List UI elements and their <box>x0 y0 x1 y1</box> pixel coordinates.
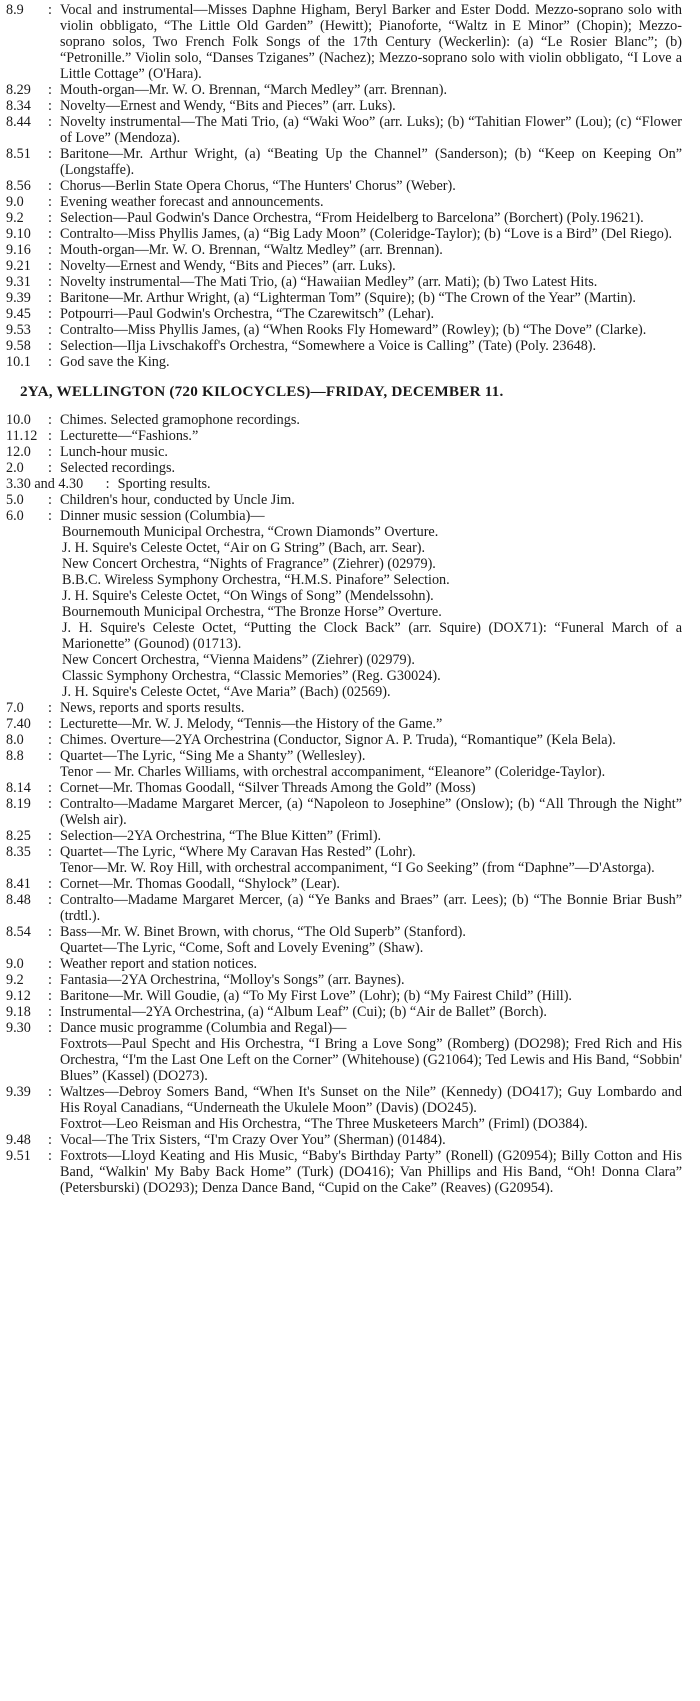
entry-time: 7.0 <box>6 700 24 716</box>
programme-entry <box>6 178 682 194</box>
entry-time: 9.10 <box>6 226 31 242</box>
entry-time: 9.45 <box>6 306 31 322</box>
entry-time: 10.1 <box>6 354 31 370</box>
entry-time: 10.0 <box>6 412 31 428</box>
entry-time: 11.12 <box>6 428 38 444</box>
time-separator: : <box>48 1132 52 1148</box>
time-separator: : <box>48 716 52 732</box>
entry-text: Sporting results. <box>117 476 211 492</box>
entry-continuation: Tenor — Mr. Charles Williams, with orchestral accompaniment, “Eleanore” (Coleridge-Taylor). <box>60 764 606 780</box>
entry-time: 8.56 <box>6 178 31 194</box>
entry-text: Dinner music session (Columbia)— <box>60 508 265 524</box>
entry-time: 9.39 <box>6 1084 31 1100</box>
entry-time: 2.0 <box>6 460 24 476</box>
entry-text: Evening weather forecast and announcements. <box>60 194 324 210</box>
entry-text: Quartet—The Lyric, “Sing Me a Shanty” (Wellesley). <box>60 748 366 764</box>
entry-time: 9.0 <box>6 194 24 210</box>
programme-entry <box>6 828 682 844</box>
entry-time: 9.31 <box>6 274 31 290</box>
programme-entry <box>6 306 682 322</box>
entry-time: 8.0 <box>6 732 24 748</box>
dinner-item: New Concert Orchestra, “Vienna Maidens” (Ziehrer) (02979). <box>62 652 415 668</box>
entry-text: Selection—2YA Orchestrina, “The Blue Kitten” (Friml). <box>60 828 382 844</box>
programme-list-evening <box>6 2 682 370</box>
programme-entry <box>6 1084 682 1132</box>
entry-text: Selection—Ilja Livschakoff's Orchestra, “Somewhere a Voice is Calling” (Tate) (Poly. 23648). <box>60 338 597 354</box>
entry-text: Children's hour, conducted by Uncle Jim. <box>60 492 295 508</box>
time-separator: : <box>48 258 52 274</box>
time-separator: : <box>48 780 52 796</box>
time-separator: : <box>48 444 52 460</box>
entry-time: 9.39 <box>6 290 31 306</box>
entry-text: Lecturette—Mr. W. J. Melody, “Tennis—the History of the Game.” <box>60 716 443 732</box>
entry-time: 8.41 <box>6 876 31 892</box>
programme-entry <box>6 210 682 226</box>
entry-text: Novelty instrumental—The Mati Trio, (a) “Waki Woo” (arr. Luks); (b) “Tahitian Flower” (Lou); (c) “Flower of Love” (Mendoza). <box>60 114 682 146</box>
programme-entry <box>6 258 682 274</box>
entry-text: Chimes. Overture—2YA Orchestrina (Conductor, Signor A. P. Truda), “Romantique” (Kela Bela). <box>60 732 616 748</box>
time-separator: : <box>48 178 52 194</box>
entry-text: Chorus—Berlin State Opera Chorus, “The Hunters' Chorus” (Weber). <box>60 178 456 194</box>
entry-continuation: Foxtrots—Paul Specht and His Orchestra, “I Bring a Love Song” (Romberg) (DO298); Fred Rich and His Orchestra, “I'm the Last One Left on the Corner” (Whitehouse) (G21064); Ted Lewis and His Band, “Sobbin' Blues” (Kassel) (DO273). <box>60 1036 682 1084</box>
entry-text: Novelty—Ernest and Wendy, “Bits and Pieces” (arr. Luks). <box>60 98 396 114</box>
programme-entry <box>6 892 682 924</box>
programme-entry <box>6 428 682 444</box>
programme-entry <box>6 338 682 354</box>
time-separator: : <box>48 892 52 908</box>
entry-time: 9.0 <box>6 956 24 972</box>
dinner-item: J. H. Squire's Celeste Octet, “On Wings of Song” (Mendelssohn). <box>62 588 434 604</box>
programme-entry <box>6 796 682 828</box>
programme-entry <box>6 972 682 988</box>
programme-entry <box>6 876 682 892</box>
time-separator: : <box>48 1020 52 1036</box>
entry-text: Baritone—Mr. Arthur Wright, (a) “Lighterman Tom” (Squire); (b) “The Crown of the Year” (Martin). <box>60 290 636 306</box>
time-separator: : <box>48 98 52 114</box>
dinner-music-list <box>6 524 682 700</box>
programme-entry <box>6 274 682 290</box>
dinner-item: Classic Symphony Orchestra, “Classic Memories” (Reg. G30024). <box>62 668 441 684</box>
entry-time: 8.9 <box>6 2 24 18</box>
time-separator: : <box>48 876 52 892</box>
entry-text: Contralto—Madame Margaret Mercer, (a) “Ye Banks and Braes” (arr. Lees); (b) “The Bonnie Briar Bush” (trdtl.). <box>60 892 682 924</box>
entry-text: Foxtrots—Lloyd Keating and His Music, “Baby's Birthday Party” (Ronell) (G20954); Billy Cotton and His Band, “Walkin' My Baby Back Home” (Turk) (DO416); Van Phillips and His Band, “Oh! Donna Clara” (Petersburski) (DO293); Denza Dance Band, “Cupid on the Cake” (Reaves) (G20954). <box>60 1148 682 1196</box>
entry-time: 12.0 <box>6 444 31 460</box>
dinner-item: J. H. Squire's Celeste Octet, “Putting the Clock Back” (arr. Squire) (DOX71): “Funeral March of a Marionette” (Gounod) (01713). <box>62 620 682 652</box>
time-separator: : <box>48 306 52 322</box>
programme-list-day <box>6 412 682 524</box>
time-separator: : <box>48 226 52 242</box>
programme-list-night <box>6 700 682 1196</box>
entry-time: 8.19 <box>6 796 31 812</box>
programme-entry <box>6 476 682 492</box>
entry-text: Chimes. Selected gramophone recordings. <box>60 412 300 428</box>
programme-entry <box>6 508 682 524</box>
programme-entry <box>6 82 682 98</box>
time-separator: : <box>48 322 52 338</box>
entry-time: 9.53 <box>6 322 31 338</box>
programme-entry <box>6 924 682 956</box>
time-separator: : <box>48 700 52 716</box>
time-separator: : <box>48 1148 52 1164</box>
dinner-item: J. H. Squire's Celeste Octet, “Ave Maria” (Bach) (02569). <box>62 684 391 700</box>
programme-entry <box>6 146 682 178</box>
time-separator: : <box>48 242 52 258</box>
programme-entry <box>6 1148 682 1196</box>
entry-time: 9.12 <box>6 988 31 1004</box>
programme-entry <box>6 412 682 428</box>
entry-text: Novelty—Ernest and Wendy, “Bits and Pieces” (arr. Luks). <box>60 258 396 274</box>
time-separator: : <box>48 2 52 18</box>
entry-text: Cornet—Mr. Thomas Goodall, “Shylock” (Lear). <box>60 876 340 892</box>
entry-text: Dance music programme (Columbia and Regal)— <box>60 1020 347 1036</box>
entry-text: Fantasia—2YA Orchestrina, “Molloy's Songs” (arr. Baynes). <box>60 972 405 988</box>
entry-time: 9.21 <box>6 258 31 274</box>
programme-entry <box>6 1004 682 1020</box>
time-separator: : <box>48 844 52 860</box>
dinner-item: New Concert Orchestra, “Nights of Fragrance” (Ziehrer) (02979). <box>62 556 436 572</box>
entry-time: 9.18 <box>6 1004 31 1020</box>
time-separator: : <box>105 476 110 492</box>
entry-time: 3.30 and 4.30 <box>6 476 84 492</box>
programme-entry <box>6 700 682 716</box>
programme-entry <box>6 1020 682 1084</box>
entry-time: 8.54 <box>6 924 31 940</box>
entry-time: 8.44 <box>6 114 31 130</box>
entry-time: 9.51 <box>6 1148 31 1164</box>
programme-entry <box>6 780 682 796</box>
entry-time: 5.0 <box>6 492 24 508</box>
entry-continuation: Foxtrot—Leo Reisman and His Orchestra, “The Three Musketeers March” (Friml) (DO384). <box>60 1116 588 1132</box>
programme-entry <box>6 492 682 508</box>
entry-text: Selected recordings. <box>60 460 176 476</box>
programme-entry <box>6 444 682 460</box>
entry-text: Quartet—The Lyric, “Where My Caravan Has Rested” (Lohr). <box>60 844 416 860</box>
entry-text: Novelty instrumental—The Mati Trio, (a) “Hawaiian Medley” (arr. Mati); (b) Two Latest Hits. <box>60 274 598 290</box>
time-separator: : <box>48 1084 52 1100</box>
entry-time: 8.29 <box>6 82 31 98</box>
entry-time: 8.8 <box>6 748 24 764</box>
entry-text: Contralto—Miss Phyllis James, (a) “Big Lady Moon” (Coleridge-Taylor); (b) “Love is a Bird” (Del Riego). <box>60 226 673 242</box>
programme-entry <box>6 844 682 876</box>
programme-entry <box>6 322 682 338</box>
programme-entry <box>6 98 682 114</box>
time-separator: : <box>48 732 52 748</box>
time-separator: : <box>48 194 52 210</box>
time-separator: : <box>48 412 52 428</box>
programme-entry <box>6 2 682 82</box>
entry-text: Cornet—Mr. Thomas Goodall, “Silver Threads Among the Gold” (Moss) <box>60 780 476 796</box>
programme-entry <box>6 290 682 306</box>
entry-text: Potpourri—Paul Godwin's Orchestra, “The Czarewitsch” (Lehar). <box>60 306 435 322</box>
programme-entry <box>6 242 682 258</box>
entry-text: Mouth-organ—Mr. W. O. Brennan, “March Medley” (arr. Brennan). <box>60 82 448 98</box>
entry-time: 8.14 <box>6 780 31 796</box>
entry-text: Lunch-hour music. <box>60 444 168 460</box>
time-separator: : <box>48 210 52 226</box>
entry-time: 8.51 <box>6 146 31 162</box>
station-heading: 2YA, WELLINGTON (720 KILOCYCLES)—FRIDAY, DECEMBER 11. <box>20 383 504 400</box>
entry-time: 9.58 <box>6 338 31 354</box>
programme-entry <box>6 354 682 370</box>
dinner-item: B.B.C. Wireless Symphony Orchestra, “H.M.S. Pinafore” Selection. <box>62 572 450 588</box>
entry-text: Baritone—Mr. Arthur Wright, (a) “Beating Up the Channel” (Sanderson); (b) “Keep on Keeping On” (Longstaffe). <box>60 146 682 178</box>
programme-entry <box>6 194 682 210</box>
entry-text: God save the King. <box>60 354 170 370</box>
entry-time: 9.48 <box>6 1132 31 1148</box>
time-separator: : <box>48 114 52 130</box>
programme-entry <box>6 732 682 748</box>
entry-time: 8.48 <box>6 892 31 908</box>
time-separator: : <box>48 428 52 444</box>
time-separator: : <box>48 290 52 306</box>
dinner-item: J. H. Squire's Celeste Octet, “Air on G String” (Bach, arr. Sear). <box>62 540 426 556</box>
entry-time: 7.40 <box>6 716 31 732</box>
entry-time: 9.16 <box>6 242 31 258</box>
dinner-item: Bournemouth Municipal Orchestra, “The Bronze Horse” Overture. <box>62 604 442 620</box>
programme-entry <box>6 1132 682 1148</box>
time-separator: : <box>48 988 52 1004</box>
entry-text: Mouth-organ—Mr. W. O. Brennan, “Waltz Medley” (arr. Brennan). <box>60 242 443 258</box>
dinner-item: Bournemouth Municipal Orchestra, “Crown Diamonds” Overture. <box>62 524 439 540</box>
time-separator: : <box>48 354 52 370</box>
entry-time: 6.0 <box>6 508 24 524</box>
entry-text: Vocal—The Trix Sisters, “I'm Crazy Over You” (Sherman) (01484). <box>60 1132 446 1148</box>
entry-text: Lecturette—“Fashions.” <box>60 428 199 444</box>
programme-entry <box>6 460 682 476</box>
programme-entry <box>6 226 682 242</box>
entry-time: 8.35 <box>6 844 31 860</box>
entry-time: 8.34 <box>6 98 31 114</box>
entry-time: 9.30 <box>6 1020 31 1036</box>
time-separator: : <box>48 1004 52 1020</box>
programme-entry <box>6 716 682 732</box>
entry-text: Instrumental—2YA Orchestrina, (a) “Album Leaf” (Cui); (b) “Air de Ballet” (Borch). <box>60 1004 547 1020</box>
entry-time: 9.2 <box>6 972 24 988</box>
entry-text: Baritone—Mr. Will Goudie, (a) “To My First Love” (Lohr); (b) “My Fairest Child” (Hill). <box>60 988 572 1004</box>
entry-time: 9.2 <box>6 210 24 226</box>
entry-text: Contralto—Madame Margaret Mercer, (a) “Napoleon to Josephine” (Onslow); (b) “All Through the Night” (Welsh air). <box>60 796 682 828</box>
time-separator: : <box>48 274 52 290</box>
time-separator: : <box>48 796 52 812</box>
time-separator: : <box>48 956 52 972</box>
time-separator: : <box>48 828 52 844</box>
programme-entry <box>6 988 682 1004</box>
time-separator: : <box>48 82 52 98</box>
entry-continuation: Quartet—The Lyric, “Come, Soft and Lovely Evening” (Shaw). <box>60 940 424 956</box>
time-separator: : <box>48 338 52 354</box>
time-separator: : <box>48 492 52 508</box>
time-separator: : <box>48 460 52 476</box>
entry-text: Vocal and instrumental—Misses Daphne Higham, Beryl Barker and Ester Dodd. Mezzo-soprano solo with violin obbligato, “The Little Old Garden” (Hewitt); Pianoforte, “Waltz in E Minor” (Chopin); Mezzo-soprano solos, Two French Folk Songs of the 17th Century (Weckerlin): (a) “Le Rosier Blanc”; (b) “Petronille.” Violin solo, “Danses Tziganes” (Nachez); Mezzo-soprano solo with violin obbligato, “I Love a Little Cottage” (O'Hara). <box>60 2 682 82</box>
time-separator: : <box>48 748 52 764</box>
time-separator: : <box>48 972 52 988</box>
programme-entry <box>6 748 682 780</box>
entry-text: Waltzes—Debroy Somers Band, “When It's Sunset on the Nile” (Kennedy) (DO417); Guy Lombardo and His Royal Canadians, “Underneath the Ukulele Moon” (Davis) (DO245). <box>60 1084 682 1116</box>
entry-time: 8.25 <box>6 828 31 844</box>
entry-text: Contralto—Miss Phyllis James, (a) “When Rooks Fly Homeward” (Rowley); (b) “The Dove” (Clarke). <box>60 322 647 338</box>
programme-entry <box>6 114 682 146</box>
time-separator: : <box>48 924 52 940</box>
time-separator: : <box>48 508 52 524</box>
entry-text: News, reports and sports results. <box>60 700 245 716</box>
entry-text: Bass—Mr. W. Binet Brown, with chorus, “The Old Superb” (Stanford). <box>60 924 466 940</box>
entry-text: Weather report and station notices. <box>60 956 258 972</box>
entry-text: Selection—Paul Godwin's Dance Orchestra, “From Heidelberg to Barcelona” (Borchert) (Poly.19621). <box>60 210 644 226</box>
time-separator: : <box>48 146 52 162</box>
programme-entry <box>6 956 682 972</box>
entry-continuation: Tenor—Mr. W. Roy Hill, with orchestral accompaniment, “I Go Seeking” (from “Daphne”—D'Astorga). <box>60 860 655 876</box>
